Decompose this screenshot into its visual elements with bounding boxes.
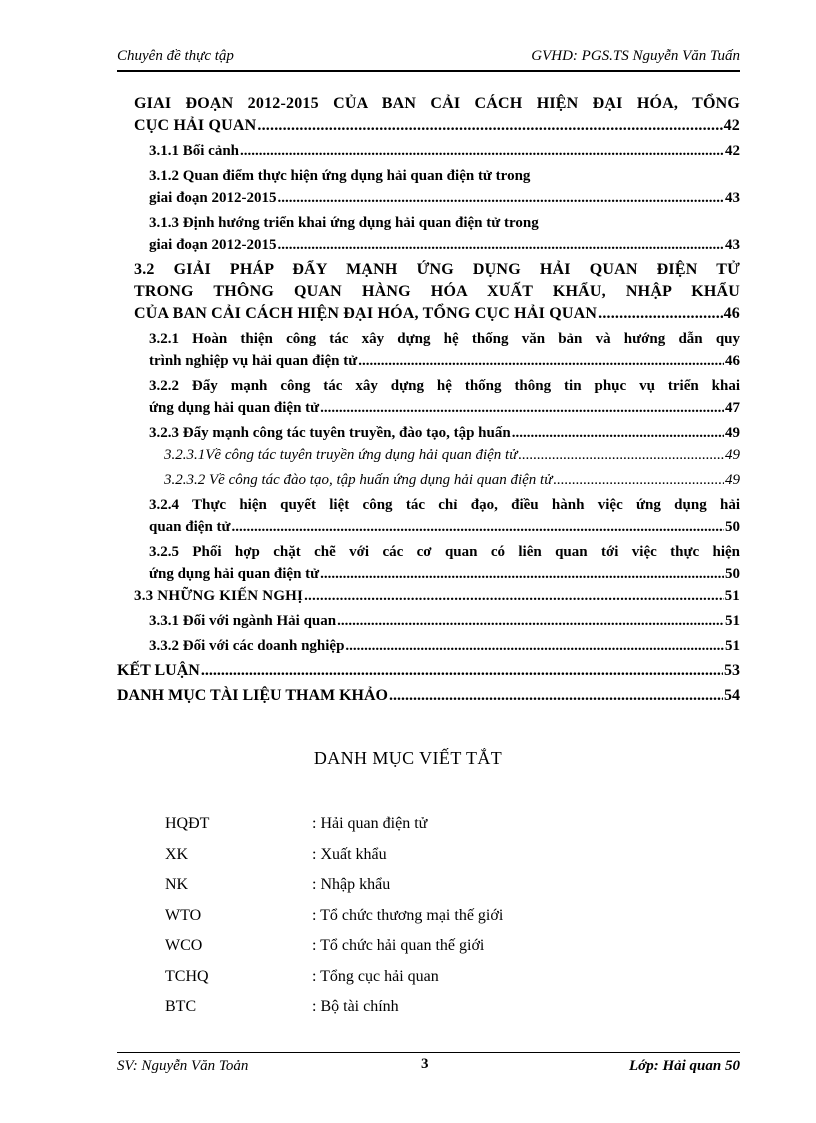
toc-entry[interactable]: DANH MỤC TÀI LIỆU THAM KHẢO ..... 54 [117, 685, 740, 707]
list-item: HQĐT : Hải quan điện tử [165, 815, 428, 832]
toc-entry[interactable]: 3.1.1 Bối cảnh ..... 42 [117, 140, 740, 162]
toc-entry[interactable]: 3.3 NHỮNG KIẾN NGHỊ ..... 51 [117, 585, 740, 607]
toc-entry[interactable]: 3.3.2 Đối với các doanh nghiệp ..... 51 [117, 635, 740, 657]
toc-entry[interactable]: 3.2 GIẢI PHÁP ĐẨY MẠNH ỨNG DỤNG HẢI QUAN ĐIỆN TỬ TRONG THÔNG QUAN HÀNG HÓA XUẤT KHẨU, NHẬP KHẨU CỦA BAN CẢI CÁCH HIỆN ĐẠI HÓA, TỔNG CỤC HẢI QUAN ..... 46 [117, 259, 740, 325]
toc-entry[interactable]: KẾT LUẬN ..... 53 [117, 660, 740, 682]
page-header [117, 46, 740, 72]
toc-entry[interactable]: 3.2.5 Phối hợp chặt chẽ với các cơ quan có liên quan tới việc thực hiện ứng dụng hải quan điện tử ..... 50 [117, 541, 740, 585]
toc-entry[interactable]: 3.2.2 Đẩy mạnh công tác xây dựng hệ thống thông tin phục vụ triển khai ứng dụng hải quan điện tử ..... 47 [117, 375, 740, 419]
toc-entry[interactable]: GIAI ĐOẠN 2012-2015 CỦA BAN CẢI CÁCH HIỆN ĐẠI HÓA, TỔNG CỤC HẢI QUAN ..... 42 [117, 93, 740, 137]
list-item: WTO : Tổ chức thương mại thế giới [165, 906, 504, 924]
list-item: BTC : Bộ tài chính [165, 998, 399, 1015]
toc-entry[interactable]: 3.2.3.2 Về công tác đào tạo, tập huấn ứng dụng hải quan điện tử ..... 49 [117, 469, 740, 491]
footer-class: Lớp: Hải quan 50 [629, 1058, 740, 1074]
list-item: NK : Nhập khẩu [165, 876, 391, 893]
list-item: WCO : Tổ chức hải quan thế giới [165, 937, 485, 954]
toc-entry[interactable]: 3.3.1 Đối với ngành Hải quan ..... 51 [117, 610, 740, 632]
list-item: TCHQ : Tổng cục hải quan [165, 967, 439, 985]
toc-entry[interactable]: 3.1.2 Quan điểm thực hiện ứng dụng hải quan điện tử trong giai đoạn 2012-2015 ..... 43 [117, 165, 740, 209]
abbreviations-title: DANH MỤC VIẾT TẮT [313, 748, 503, 768]
page-number: 3 [421, 1056, 429, 1072]
toc-entry[interactable]: 3.2.3 Đẩy mạnh công tác tuyên truyền, đào tạo, tập huấn ..... 49 [117, 422, 740, 444]
toc-entry[interactable]: 3.2.4 Thực hiện quyết liệt công tác chỉ đạo, điều hành việc ứng dụng hải quan điện tử ..... 50 [117, 494, 740, 538]
table-of-contents [117, 93, 740, 707]
toc-entry[interactable]: 3.1.3 Định hướng triển khai ứng dụng hải quan điện tử trong giai đoạn 2012-2015 ..... 43 [117, 212, 740, 256]
footer-author: SV: Nguyễn Văn Toản [117, 1058, 249, 1074]
toc-entry[interactable]: 3.2.3.1Về công tác tuyên truyền ứng dụng hải quan điện tử ..... 49 [117, 444, 740, 466]
toc-entry[interactable]: 3.2.1 Hoàn thiện công tác xây dựng hệ thống văn bản và hướng dẫn quy trình nghiệp vụ hải quan điện tử ..... 46 [117, 328, 740, 372]
page-footer [117, 1052, 740, 1077]
header-right: GVHD: PGS.TS Nguyễn Văn Tuấn [531, 48, 740, 64]
list-item: XK : Xuất khẩu [165, 845, 387, 863]
header-left: Chuyên đề thực tập [117, 48, 234, 64]
abbreviations-list [165, 815, 503, 1029]
